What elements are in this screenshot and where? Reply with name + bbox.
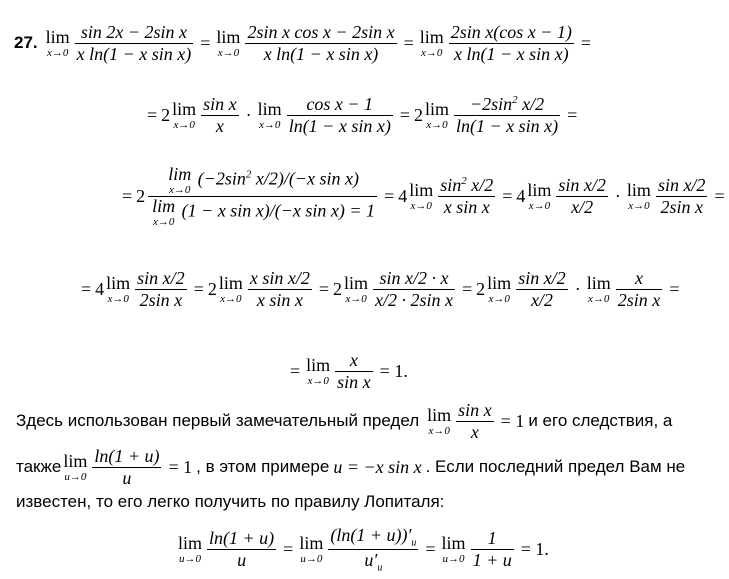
- equation-row-4: = 4 lim x→0 $\frac{\text{sin x/2}}{\text{2sin x}}$ = 2 lim x→0 $\frac{\text{x sin x/2}}{\text{x sin x}}$ = 2 lim x→0 $\frac{\text{sin x/2 · x}}{\text{x/2 · 2sin x}}$ = 2 lim x→0 $\frac{\text{sin x/2}}{x/2}$ · lim x→0 $\frac{x}{\text{2sin x}}$ =: [81, 268, 680, 310]
- fraction: $\frac{\text{sin 2x − 2sin x}}{\text{x ln(1 − x sin x)}}$: [76, 22, 192, 64]
- fraction: $\frac{\text{2sin x cos x − 2sin x}}{\text{x ln(1 − x sin x)}}$: [247, 22, 395, 64]
- limit-op: lim x→0: [45, 26, 70, 59]
- limit-op: lim x→0: [419, 26, 444, 59]
- text-line-1: Здесь использован первый замечательный предел lim x→0 $\frac{\text{sin x}}{x}$ = 1 и его следствия, а: [16, 400, 673, 442]
- problem-number: 27.: [14, 33, 38, 53]
- equation-row-3: = 2 lim x→0 ($-2\sin^2$ x/2)/(−x sin x) lim x→0 (1 − x sin x)/(−x sin x) = 1 = 4 lim x→0 $\frac{\sin^2 x/2}{\text{x sin x}}$ = 4 lim x→0 $\frac{\text{sin x/2}}{x/2}$ · lim x→0 $\frac{\text{sin x/2}}{\text{2sin x}}$ =: [122, 164, 725, 228]
- limit-op: lim x→0: [216, 26, 241, 59]
- compound-fraction: lim x→0 ($-2\sin^2$ x/2)/(−x sin x) lim x→0 (1 − x sin x)/(−x sin x) = 1: [148, 165, 377, 228]
- equation-row-5: = lim x→0 $\frac{x}{\text{sin x}}$ = 1.: [290, 350, 408, 392]
- equation-row-2: = 2 lim x→0 $\frac{\text{sin x}}{x}$ · lim x→0 $\frac{\text{cos x − 1}}{\text{ln(1 − x sin x)}}$ = 2 lim x→0 $\frac{-2\sin^2 x/2}{\text{ln(1 − x sin x)}}$ =: [147, 94, 578, 136]
- fraction: $\frac{\text{2sin x(cos x − 1)}}{\text{x ln(1 − x sin x)}}$: [450, 22, 572, 64]
- equation-row-final: lim u→0 $\frac{\ln(1 + u)}{u}$ = lim u→0 $\frac{(\ln(1 + u))'_u}{u'_u}$ = lim u→0 $\frac{1}{1 + u}$ = 1.: [178, 525, 549, 574]
- text-line-2: также lim u→0 $\frac{\ln(1 + u)}{u}$ = 1 , в этом примере u = −x sin x . Если последний предел Вам не: [16, 446, 686, 488]
- equation-row-1: 27. lim x→0 $\frac{\text{sin 2x − 2sin x}}{\text{x ln(1 − x sin x)}}$ = lim x→0 $\frac{\text{2sin x cos x − 2sin x}}{\text{x ln(1 − x sin x)}}$ = lim x→0 $\frac{\text{2sin x(cos x − 1)}}{\text{x ln(1 − x sin x)}}$ =: [14, 22, 592, 64]
- text-line-3: известен, то его легко получить по правилу Лопиталя:: [16, 492, 445, 511]
